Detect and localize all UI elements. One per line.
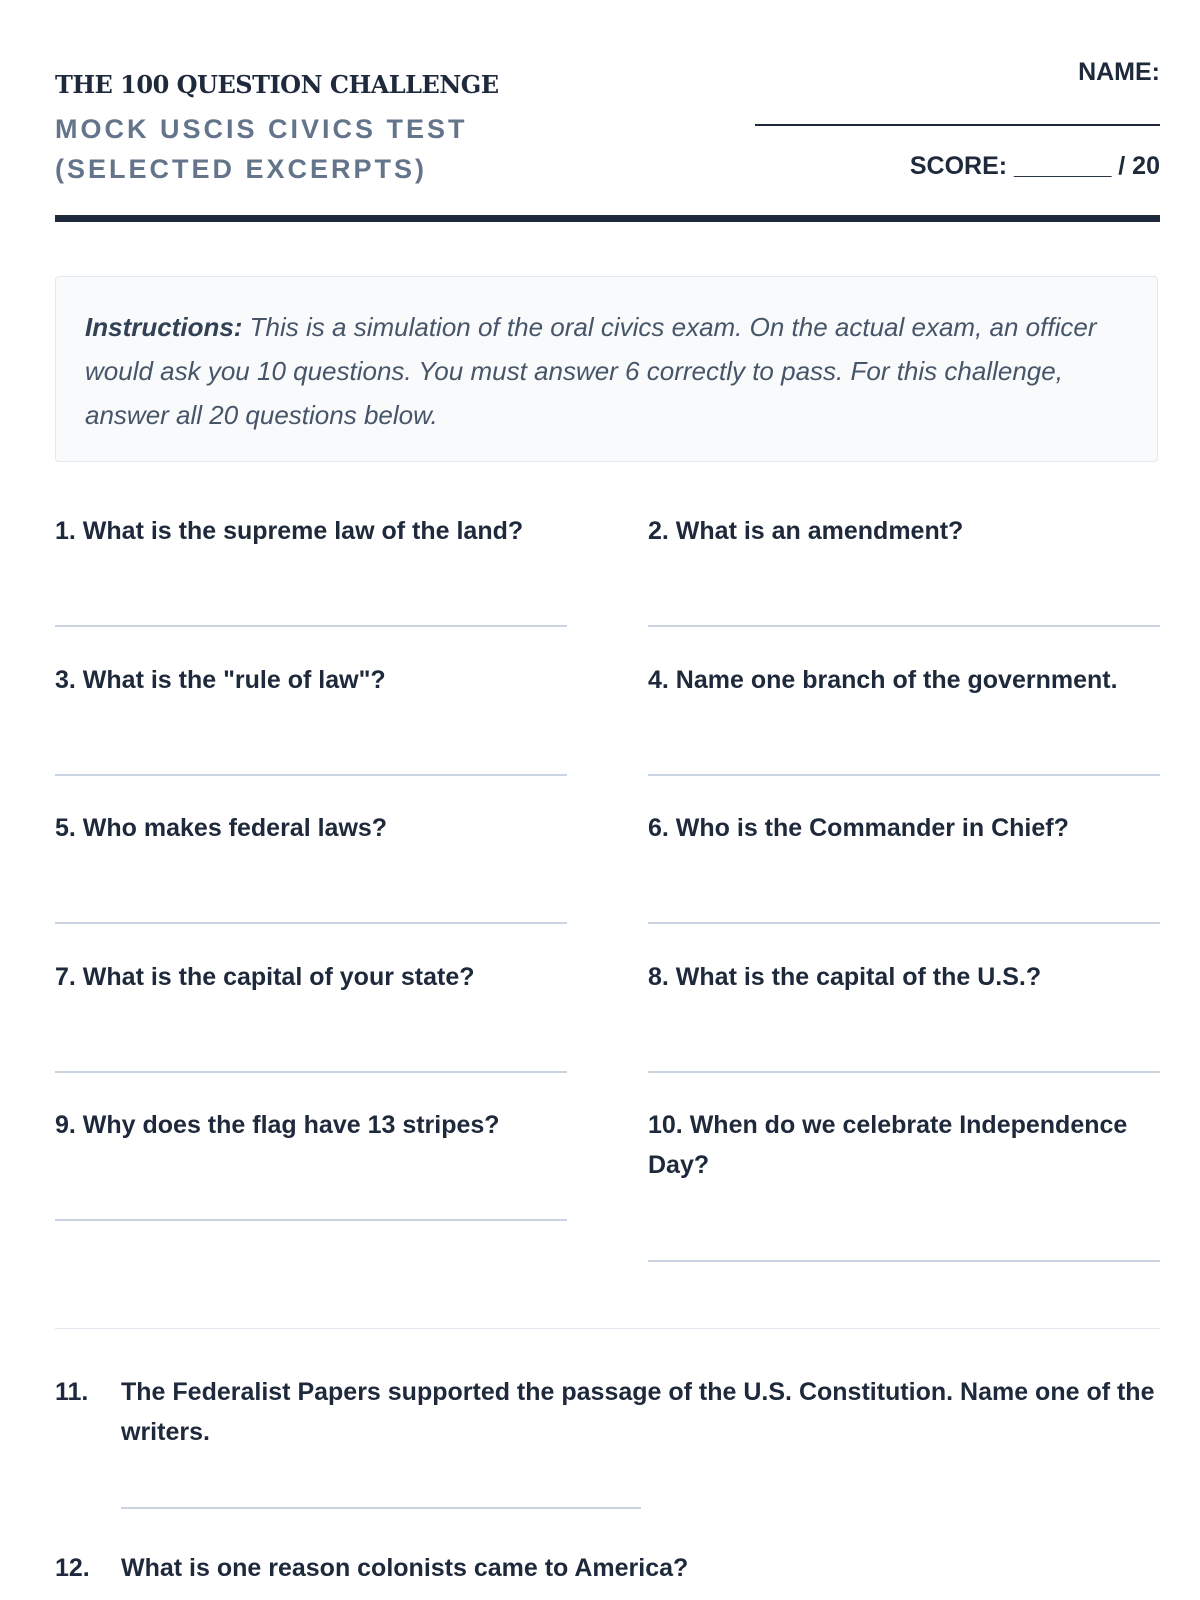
header-divider: [55, 215, 1160, 222]
question-number: 12.: [55, 1554, 90, 1582]
answer-line[interactable]: [648, 625, 1160, 627]
answer-line[interactable]: [648, 1071, 1160, 1073]
question-text: 5. Who makes federal laws?: [55, 814, 388, 842]
question-text: 10. When do we celebrate Independence Day?: [648, 1111, 1128, 1179]
answer-line[interactable]: [121, 1507, 641, 1509]
answer-line[interactable]: [55, 774, 567, 776]
answer-line[interactable]: [55, 625, 567, 627]
answer-line[interactable]: [648, 1260, 1160, 1262]
name-answer-line[interactable]: [755, 124, 1160, 126]
question-text: What is one reason colonists came to America?: [121, 1554, 689, 1582]
question-1: [55, 511, 567, 551]
question-3: [55, 660, 567, 700]
worksheet-page: [55, 0, 1160, 1582]
question-4: [648, 660, 1160, 700]
question-7: [55, 957, 567, 997]
worksheet-header: [55, 0, 1160, 225]
page-subtitle: MOCK USCIS CIVICS TEST (SELECTED EXCERPTS): [55, 114, 468, 184]
answer-line[interactable]: [648, 922, 1160, 924]
question-text: 6. Who is the Commander in Chief?: [648, 814, 1069, 842]
answer-line[interactable]: [55, 1071, 567, 1073]
question-6: [648, 808, 1160, 848]
question-5: [55, 808, 567, 848]
question-text: The Federalist Papers supported the passage of the U.S. Constitution. Name one of the writers.: [121, 1378, 1155, 1446]
section-divider: [55, 1328, 1160, 1329]
question-8: [648, 957, 1160, 997]
score-field: SCORE: _______ / 20: [909, 152, 1160, 180]
question-text: 9. Why does the flag have 13 stripes?: [55, 1111, 500, 1139]
question-text: 2. What is an amendment?: [648, 517, 964, 545]
instructions-text: This is a simulation of the oral civics exam. On the actual exam, an officer would ask you 10 questions. You must answer 6 correctly to pass. For this challenge, answer all 20 questions below.: [85, 312, 1097, 430]
name-label: NAME:: [1078, 58, 1160, 86]
question-10: [648, 1105, 1160, 1185]
answer-line[interactable]: [55, 1219, 567, 1221]
question-text: 3. What is the "rule of law"?: [55, 666, 386, 694]
question-text: 7. What is the capital of your state?: [55, 963, 475, 991]
question-number: 11.: [55, 1378, 89, 1406]
question-text: 8. What is the capital of the U.S.?: [648, 963, 1042, 991]
answer-line[interactable]: [648, 774, 1160, 776]
question-2: [648, 511, 1160, 551]
question-text: 4. Name one branch of the government.: [648, 666, 1118, 694]
page-title: THE 100 QUESTION CHALLENGE: [55, 70, 499, 99]
instructions-box: [55, 276, 1158, 462]
answer-line[interactable]: [55, 922, 567, 924]
question-9: [55, 1105, 567, 1145]
instructions-label: Instructions:: [85, 312, 243, 342]
question-text: 1. What is the supreme law of the land?: [55, 517, 524, 545]
